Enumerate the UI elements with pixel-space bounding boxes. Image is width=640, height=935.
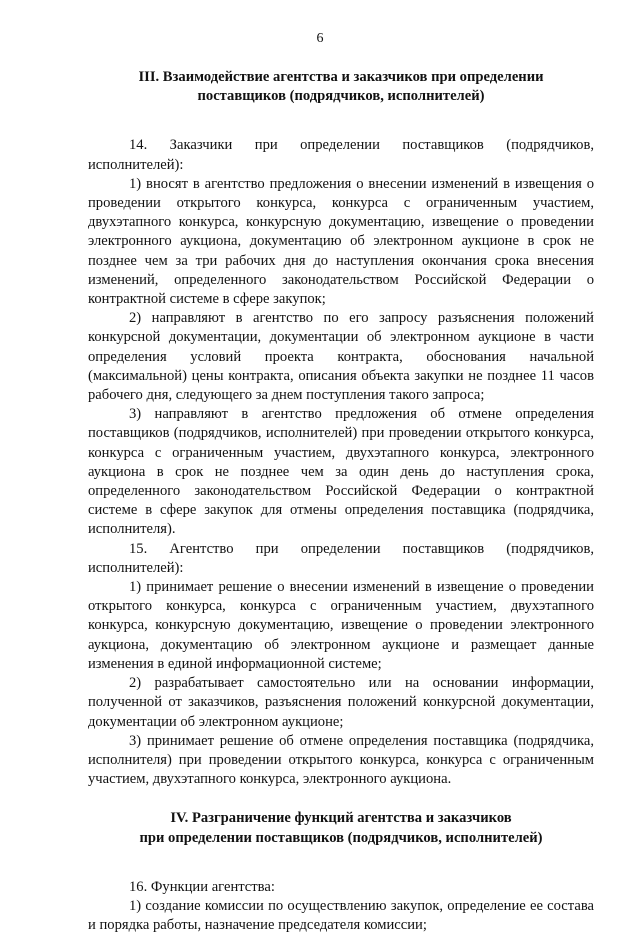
- paragraph-14-item-1: 1) вносят в агентство предложения о внесении изменений в извещения о проведении открытого конкурса, конкурса с ограниченным участием, двухэтапного конкурса, конкурсную документацию, извещение о проведении электронного аукциона, документацию об электронном аукционе в срок не позднее чем за три рабочих дня до наступления окончания срока внесения изменений, определенного законодательством Российской Федерации о контрактной системе в сфере закупок;: [88, 175, 594, 308]
- section-4-heading-line-1: IV. Разграничение функций агентства и заказчиков: [170, 810, 512, 827]
- paragraph-15-item-1: 1) принимает решение о внесении изменений в извещение о проведении открытого конкурса, конкурса с ограниченным участием, двухэтапного конкурса, конкурсную документацию, извещение о проведении электронного аукциона, документацию об электронном аукционе и размещает данные изменения в единой информационной системе;: [88, 579, 594, 672]
- document-body: [88, 68, 594, 935]
- paragraph-15-item-2: 2) разрабатывает самостоятельно или на основании информации, полученной от заказчиков, разъяснения положений конкурсной документации, документации об электронном аукционе;: [88, 675, 594, 730]
- paragraph-16-item-1: 1) создание комиссии по осуществлению закупок, определение ее состава и порядка работы, назначение председателя комиссии;: [88, 897, 594, 934]
- section-3-heading-line-1: III. Взаимодействие агентства и заказчиков при определении: [138, 69, 544, 85]
- section-4-heading: [88, 809, 594, 847]
- paragraph-14-item-3: 3) направляют в агентство предложения об отмене определения поставщиков (подрядчиков, исполнителей) при проведении открытого конкурса, конкурса с ограниченным участием, двухэтапного конкурса, электронного аукциона в срок не позднее чем за один день до наступления срока, определенного законодательством Российской Федерации о контрактной системе в сфере закупок для отмены определения поставщика (подрядчика, исполнителя).: [88, 406, 594, 538]
- section-3-heading-line-2: поставщиков (подрядчиков, исполнителей): [197, 88, 485, 105]
- paragraph-14-item-2: 2) направляют в агентство по его запросу разъяснения положений конкурсной документации, документации об электронном аукционе в части определения условий проекта контракта, обоснования начальной (максимальной) цены контракта, описания объекта закупки не позднее 11 часов рабочего дня, следующего за днем поступления такого запроса;: [88, 310, 594, 404]
- section-4-heading-line-2: при определении поставщиков (подрядчиков, исполнителей): [139, 829, 543, 846]
- paragraph-15: 15. Агентство при определении поставщиков (подрядчиков, исполнителей):: [88, 540, 594, 576]
- page-number: 6: [316, 31, 324, 46]
- paragraph-16: 16. Функции агентства:: [129, 878, 275, 895]
- paragraph-15-item-3: 3) принимает решение об отмене определения поставщика (подрядчика, исполнителя) при проведении открытого конкурса, конкурса с ограниченным участием, двухэтапного конкурса, электронного аукциона.: [88, 732, 594, 788]
- section-3-heading: [88, 68, 594, 106]
- paragraph-14: 14. Заказчики при определении поставщиков (подрядчиков, исполнителей):: [88, 137, 594, 173]
